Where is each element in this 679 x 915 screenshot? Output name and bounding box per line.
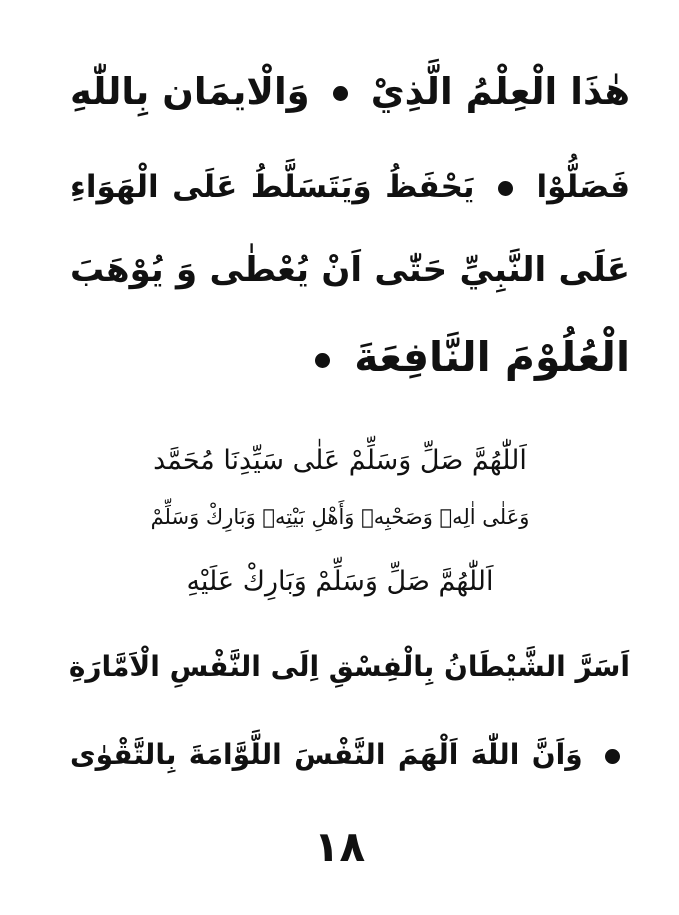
- page-number: ١٨: [313, 822, 366, 871]
- text-segment: وَاَنَّ اللّٰهَ اَلْهَمَ النَّفْسَ اللَّوَّامَةَ بِالتَّقْوٰى: [70, 738, 583, 771]
- bullet-icon: [498, 181, 513, 196]
- bullet-icon: [333, 86, 348, 101]
- prayer-line-3: اَللّٰهُمَّ صَلِّ وَسَلِّمْ وَبَارِكْ عَلَيْهِ: [186, 566, 494, 597]
- text-segment: الْعُلُوْمَ النَّافِعَةَ: [354, 333, 630, 381]
- text-line-2: [70, 170, 630, 204]
- text-segment: يَحْفَظُ وَيَتَسَلَّطُ عَلَى الْهَوَاءِ: [70, 169, 475, 205]
- text-line-5: اَسَرَّ الشَّيْطَانُ بِالْفِسْقِ اِلَى النَّفْسِ الْاَمَّارَةِ: [68, 650, 630, 683]
- bullet-icon: [315, 353, 330, 368]
- text-line-6: [70, 740, 630, 771]
- prayer-line-1: اَللّٰهُمَّ صَلِّ وَسَلِّمْ عَلٰى سَيِّدِنَا مُحَمَّد: [153, 445, 527, 476]
- prayer-line-2: وَعَلٰى اٰلِهٖ وَصَحْبِهٖ وَأَهْلِ بَيْتِهٖ وَبَارِكْ وَسَلِّمْ: [150, 505, 530, 529]
- text-segment: هٰذَا الْعِلْمُ الَّذِيْ: [370, 70, 630, 113]
- text-line-3: عَلَى النَّبِيِّ حَتّٰى اَنْ يُعْطٰى وَ يُوْهَبَ: [70, 250, 630, 290]
- text-segment: وَالْايمَان بِاللّٰهِ: [70, 70, 310, 113]
- text-line-4: [70, 335, 630, 380]
- text-line-1: [70, 72, 630, 113]
- text-segment: فَصَلُّوْا: [536, 169, 630, 205]
- bullet-icon: [605, 749, 620, 764]
